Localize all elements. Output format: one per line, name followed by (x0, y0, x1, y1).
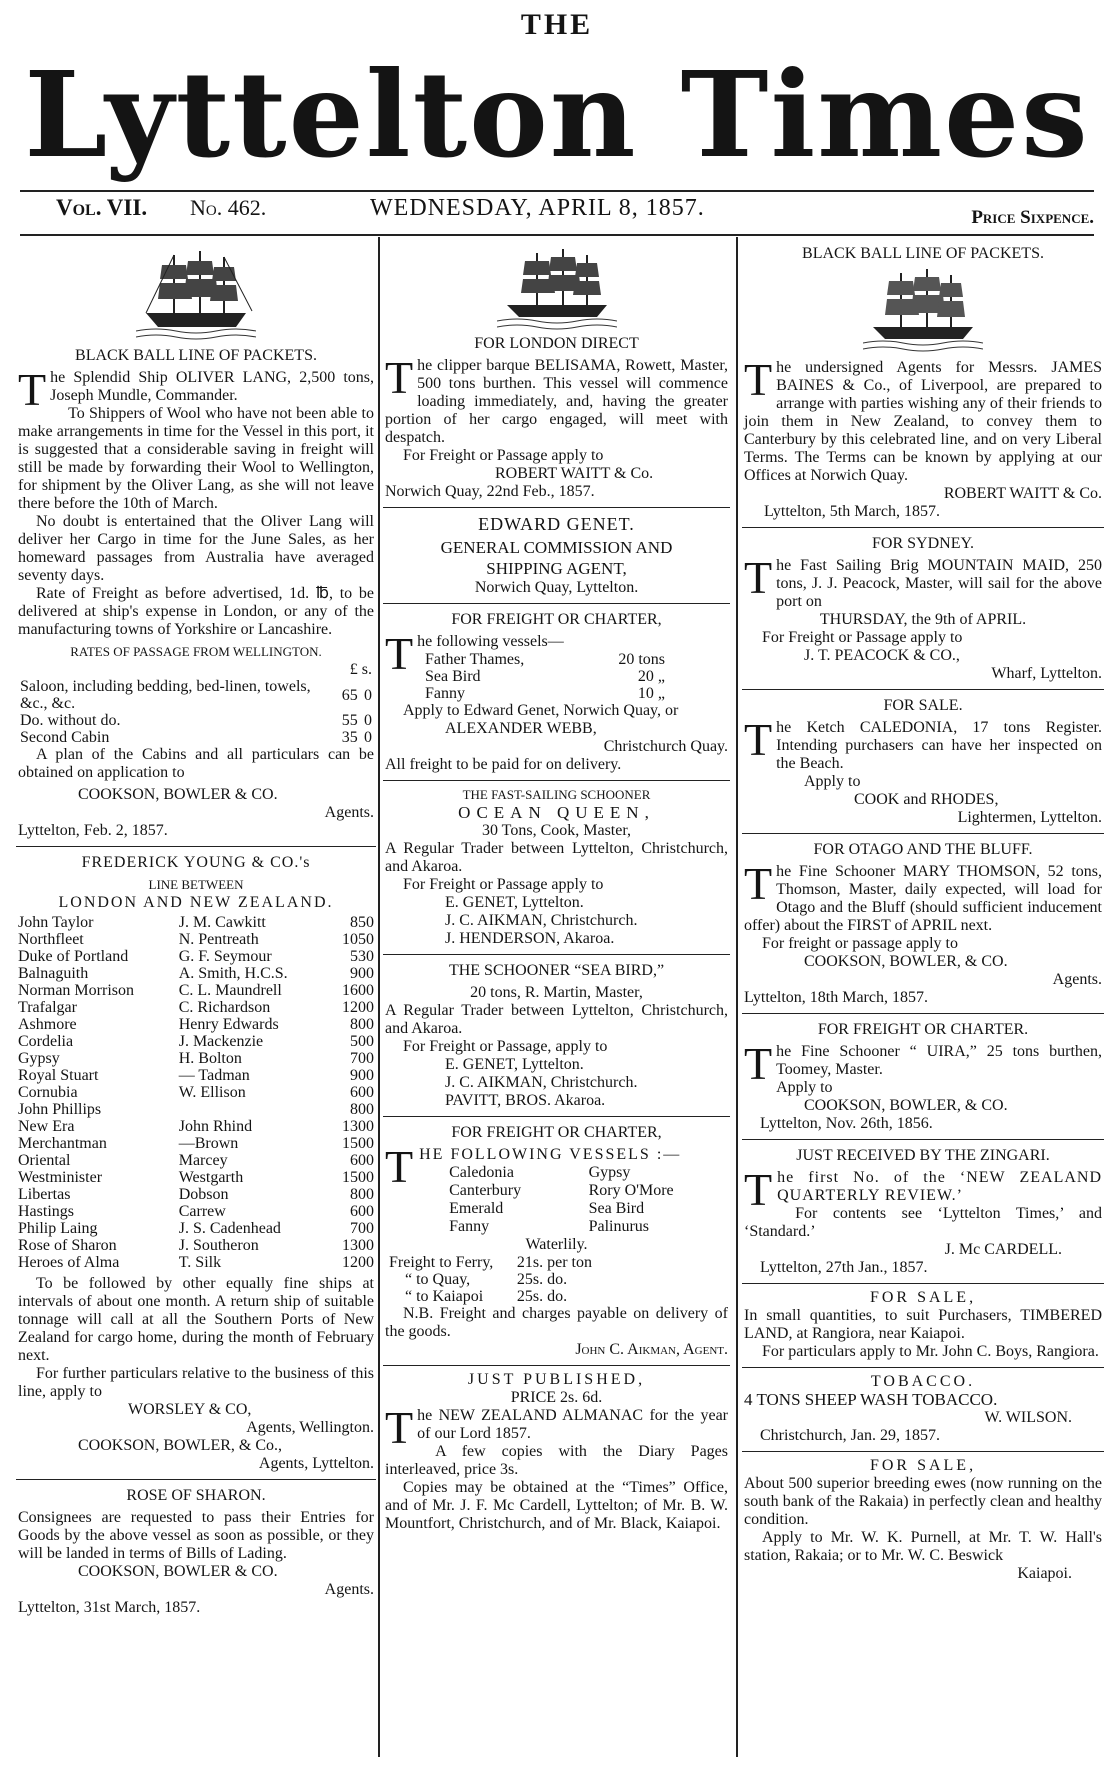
ship-tons: 800 (350, 1186, 374, 1203)
ship-tons: 800 (350, 1101, 374, 1118)
ad-for-sale-caledonia (742, 689, 1104, 833)
ad-lead: THE FOLLOWING VESSELS :— (385, 1141, 682, 1192)
masthead-title: Lyttelton Times (24, 45, 1090, 184)
ad-belisama (383, 238, 730, 507)
ship-tons: 600 (350, 1152, 374, 1169)
ad-date: Lyttelton, 5th March, 1857. (764, 503, 940, 520)
ship-icon (863, 267, 983, 355)
ship-master (179, 1101, 330, 1118)
ship-master: T. Silk (178, 1254, 222, 1271)
ship-tons: 700 (350, 1220, 374, 1237)
ad-oliver-lang (16, 238, 376, 846)
ship-row (18, 1220, 374, 1237)
ship-master: H. Bolton (178, 1050, 242, 1067)
ad-signature: ROBERT WAITT & Co. (943, 485, 1102, 502)
ship-row (18, 1254, 374, 1271)
ship-tons: 1600 (342, 982, 374, 999)
ship-row (18, 982, 374, 999)
ship-master: J. M. Cawkitt (178, 914, 266, 931)
ad-heading: FOR LONDON DIRECT (474, 335, 639, 352)
agent-line: PAVITT, BROS. Akaroa. (445, 1092, 606, 1109)
ad-heading: BLACK BALL LINE OF PACKETS. (802, 245, 1044, 262)
ship-ship: Cordelia (18, 1033, 74, 1050)
ship-master: C. Richardson (178, 999, 271, 1016)
ad-paragraph: The Fine Schooner MARY THOMSON, 52 tons, Thomson, Master, daily expected, will load for Otago and the Bluff (should sufficient inducement offer) about the FIRST of APRIL next. (744, 858, 1102, 934)
ad-heading: JUST PUBLISHED, (467, 1371, 646, 1388)
ad-paragraph: The NEW ZEALAND ALMANAC for the year of our Lord 1857. (385, 1402, 728, 1453)
rate-row: Saloon, including bedding, bed-linen, towels, &c., &c. 65 0 (20, 678, 372, 712)
ad-paragraph: A Regular Trader between Lyttelton, Christchurch, and Akaroa. (385, 840, 728, 875)
ship-row (18, 1084, 374, 1101)
ship-row (18, 1067, 374, 1084)
rate-row: Second Cabin 35 0 (20, 729, 372, 746)
ad-paragraph: A Regular Trader between Lyttelton, Christchurch, and Akaroa. (385, 1002, 728, 1037)
ad-edward-genet (383, 507, 730, 603)
ad-subheading: LINE BETWEEN (148, 877, 244, 892)
ad-date: Christchurch, Jan. 29, 1857. (760, 1427, 940, 1444)
ship-icon (497, 247, 617, 331)
ad-price: PRICE 2s. 6d. (510, 1389, 603, 1406)
ad-paragraph: For Freight or Passage, apply to (403, 1038, 608, 1055)
ship-ship: New Era (18, 1118, 75, 1135)
ad-signature-role: Agents. (324, 1581, 374, 1598)
vessel-last: Waterlily. (525, 1236, 588, 1253)
ship-ship: Merchantman (18, 1135, 107, 1152)
ship-icon (136, 247, 256, 343)
ship-row (18, 1101, 374, 1118)
ship-ship: Ashmore (18, 1016, 77, 1033)
ad-signature-role: Christchurch Quay. (603, 738, 728, 755)
freight-rates: Freight to Ferry, 21s. per ton “ to Quay, 25s. do. “ to Kaiapoi 25s. do. (389, 1254, 592, 1305)
issue-price: Price Sixpence. (971, 207, 1094, 228)
ship-master: Henry Edwards (178, 1016, 279, 1033)
ad-signature-role: Agents, Wellington. (246, 1419, 374, 1436)
ad-signature: J. Mc CARDELL. (944, 1241, 1062, 1258)
ad-paragraph: Copies may be obtained at the “Times” Office, and of Mr. J. F. Mc Cardell, Lyttelton; of Mr. B. W. Mountfort, Christchurch, and of Mr. Black, Kaiapoi. (385, 1479, 728, 1532)
column-divider (378, 237, 380, 1757)
ad-paragraph: To Shippers of Wool who have not been able to make arrangements in time for the Vessel in this port, it is suggested that a considerable saving in freight will still be made by forwarding their Wool to Wellington, for shipment by the Oliver Lang, as she will not leave there before the 10th of March. (18, 405, 374, 512)
ad-signature-role: Wharf, Lyttelton. (991, 665, 1102, 682)
ad-date: Lyttelton, 27th Jan., 1857. (760, 1259, 928, 1276)
agent-line: J. C. AIKMAN, Christchurch. (445, 1074, 638, 1091)
ad-signature: COOK and RHODES, (854, 791, 999, 808)
ad-paragraph: For contents see ‘Lyttelton Times,’ and ‘Standard.’ (744, 1205, 1102, 1240)
ad-lead: The following vessels— (385, 628, 564, 679)
ship-row (18, 931, 374, 948)
ad-date: Lyttelton, 18th March, 1857. (744, 989, 928, 1006)
agent-line: J. C. AIKMAN, Christchurch. (445, 912, 638, 929)
ad-heading: JUST RECEIVED BY THE ZINGARI. (796, 1147, 1050, 1164)
column-right (742, 238, 1104, 1589)
ship-ship: Northfleet (18, 931, 84, 948)
ship-row (18, 1135, 374, 1152)
ship-ship: Cornubia (18, 1084, 78, 1101)
ad-heading: OCEAN QUEEN, (458, 803, 655, 822)
ad-signature: W. WILSON. (984, 1409, 1072, 1426)
ad-signature: COOKSON, BOWLER & CO. (78, 1563, 278, 1580)
ship-master: J. Southeron (178, 1237, 259, 1254)
ad-paragraph: All freight to be paid for on delivery. (385, 756, 622, 773)
ad-heading: FOR SALE, (869, 1289, 977, 1306)
ad-paragraph: About 500 superior breeding ewes (now running on the south bank of the Rakaia) in perfectly clean and healthy condition. (744, 1475, 1102, 1528)
ad-place: Kaiapoi. (1017, 1565, 1072, 1582)
ad-paragraph: For further particulars relative to the business of this line, apply to (18, 1365, 374, 1400)
ad-date: Norwich Quay, 22nd Feb., 1857. (385, 483, 595, 500)
ad-date: Lyttelton, 31st March, 1857. (18, 1599, 201, 1616)
ship-tons: 1300 (342, 1118, 374, 1135)
ship-tons: 1050 (342, 931, 374, 948)
ship-ship: Westminister (18, 1169, 103, 1186)
ship-row (18, 1050, 374, 1067)
ad-signature: ROBERT WAITT & Co. (495, 465, 654, 482)
ship-row (18, 965, 374, 982)
ad-timbered-land (742, 1283, 1104, 1367)
ad-heading: FOR SALE. (883, 697, 963, 714)
ship-tons: 1500 (342, 1169, 374, 1186)
ship-ship: Royal Stuart (18, 1067, 99, 1084)
ship-master: G. F. Seymour (178, 948, 272, 965)
ad-paragraph: For freight or passage apply to (762, 935, 958, 952)
ship-tons: 1200 (342, 999, 374, 1016)
ad-signature: John C. Aikman, Agent. (575, 1341, 728, 1358)
ad-heading: BLACK BALL LINE OF PACKETS. (75, 347, 317, 364)
ad-heading: FREDERICK YOUNG & CO.'s (81, 854, 311, 871)
ad-heading: FOR FREIGHT OR CHARTER, (451, 611, 662, 628)
ship-master: Carrew (178, 1203, 226, 1220)
ad-date: Lyttelton, Nov. 26th, 1856. (760, 1115, 933, 1132)
ad-heading: EDWARD GENET. (478, 514, 635, 534)
ad-james-baines (742, 238, 1104, 527)
volume-number: Vol. VII. (56, 195, 148, 220)
ship-ship: Hastings (18, 1203, 74, 1220)
masthead-the: THE (520, 8, 594, 41)
ad-address: Norwich Quay, Lyttelton. (474, 579, 639, 596)
ship-ship: Rose of Sharon (18, 1237, 117, 1254)
ad-heading: FOR SYDNEY. (872, 535, 974, 552)
ship-tons: 530 (350, 948, 374, 965)
ad-signature: COOKSON, BOWLER & CO. (78, 786, 278, 803)
ad-paragraph: 4 TONS SHEEP WASH TOBACCO. (744, 1390, 998, 1409)
vessel-list: Father Thames, 20 tons Sea Bird 20 „ Fanny 10 „ (425, 651, 665, 702)
ship-master: N. Pentreath (178, 931, 259, 948)
ad-paragraph: The clipper barque BELISAMA, Rowett, Master, 500 tons burthen. This vessel will commence loading immediately, and, having the greater portion of her cargo engaged, will meet with despatch. (385, 352, 728, 446)
ad-heading: FOR FREIGHT OR CHARTER, (451, 1124, 662, 1141)
ad-signature: J. T. PEACOCK & CO., (804, 647, 960, 664)
ship-ship: Norman Morrison (18, 982, 134, 999)
agent-line: J. HENDERSON, Akaroa. (445, 930, 615, 947)
ad-preheading: THE FAST-SAILING SCHOONER (462, 787, 651, 802)
ad-subheading: 30 Tons, Cook, Master, (481, 822, 632, 839)
issue-number: No. 462. (190, 195, 267, 220)
ship-tons: 900 (350, 965, 374, 982)
ship-ship: Philip Laing (18, 1220, 98, 1237)
ad-paragraph: For Freight or Passage apply to (762, 629, 963, 646)
ship-master: Marcey (178, 1152, 228, 1169)
vessel-columns: Caledonia Canterbury Emerald Fanny Gypsy Rory O'More Sea Bird Palinurus (449, 1164, 674, 1235)
rates-heading: RATES OF PASSAGE FROM WELLINGTON. (70, 644, 322, 659)
ship-tons: 850 (350, 914, 374, 931)
ad-paragraph: Apply to Mr. W. K. Purnell, at Mr. T. W. Hall's station, Rakaia; or to Mr. W. C. Beswick (744, 1529, 1102, 1564)
ad-signature-role: Agents. (1052, 971, 1102, 988)
ad-paragraph: Consignees are requested to pass their Entries for Goods by the above vessel as soon as possible, or they will be landed in terms of Bills of Lading. (18, 1509, 374, 1562)
ad-rose-of-sharon (16, 1479, 376, 1623)
ship-master: —Brown (178, 1135, 239, 1152)
ship-tons: 600 (350, 1203, 374, 1220)
ship-ship: Balnaguith (18, 965, 89, 982)
ad-title: GENERAL COMMISSION AND SHIPPING AGENT, (440, 538, 673, 578)
ship-ship: Libertas (18, 1186, 71, 1203)
ship-row (18, 1016, 374, 1033)
ad-paragraph: For particulars apply to Mr. John C. Boys, Rangiora. (762, 1343, 1099, 1360)
ship-master: — Tadman (178, 1067, 250, 1084)
ship-master: A. Smith, H.C.S. (178, 965, 288, 982)
ship-row (18, 948, 374, 965)
ad-paragraph: The first No. of the ‘NEW ZEALAND QUARTERLY REVIEW.’ (744, 1164, 1102, 1215)
ad-paragraph: For Freight or Passage apply to (403, 876, 604, 893)
rate-row: Do. without do. 55 0 (20, 712, 372, 729)
ad-paragraph: N.B. Freight and charges payable on delivery of the goods. (385, 1305, 728, 1340)
ad-signature: ALEXANDER WEBB, (445, 720, 597, 737)
ship-row (18, 999, 374, 1016)
ad-signature: WORSLEY & CO, (128, 1401, 252, 1418)
ship-ship: Oriental (18, 1152, 71, 1169)
ship-row (18, 1118, 374, 1135)
ad-heading: ROSE OF SHARON. (126, 1487, 266, 1504)
ad-paragraph: To be followed by other equally fine ships at intervals of about one month. A return ship of suitable tonnage will call at all the Southern Ports of New Zealand for cargo home, during the month of February next. (18, 1275, 374, 1364)
ship-tons: 900 (350, 1067, 374, 1084)
ad-signature: COOKSON, BOWLER, & Co., (78, 1437, 283, 1454)
masthead-rule (20, 190, 1094, 192)
ad-signature-role: Lightermen, Lyttelton. (957, 809, 1102, 826)
ad-paragraph: A plan of the Cabins and all particulars can be obtained on application to (18, 746, 374, 781)
dateline (20, 195, 1094, 235)
ad-paragraph: Apply to Edward Genet, Norwich Quay, or (403, 702, 679, 719)
ad-paragraph: The undersigned Agents for Messrs. JAMES BAINES & Co., of Liverpool, are prepared to arrange with parties wishing any of their friends to join them in New Zealand, to convey them to Canterbury by this celebrated line, and on very Liberal Terms. The Terms can be known by applying at our Offices at Norwich Quay. (744, 354, 1102, 484)
ad-heading: THE SCHOONER “SEA BIRD,” (448, 962, 665, 979)
ad-uira (742, 1013, 1104, 1139)
ad-signature: COOKSON, BOWLER, & CO. (804, 1097, 1008, 1114)
ship-ship: John Phillips (18, 1101, 102, 1118)
ship-master: John Rhind (178, 1118, 253, 1135)
ad-for-sydney (742, 527, 1104, 689)
ad-freight-charter-2 (383, 1116, 730, 1365)
ad-almanac (383, 1365, 730, 1539)
ad-sea-bird (383, 954, 730, 1116)
ad-paragraph: Apply to (804, 773, 861, 790)
agent-line: E. GENET, Lyttelton. (445, 894, 584, 911)
ship-row (18, 1152, 374, 1169)
ship-ship: Trafalgar (18, 999, 77, 1016)
ship-master: Dobson (178, 1186, 229, 1203)
ship-master: J. Mackenzie (178, 1033, 264, 1050)
ad-signature: COOKSON, BOWLER, & CO. (804, 953, 1008, 970)
ad-subheading: LONDON AND NEW ZEALAND. (58, 894, 334, 911)
ship-row (18, 1033, 374, 1050)
ship-tons: 700 (350, 1050, 374, 1067)
ad-paragraph: For Freight or Passage apply to (403, 447, 604, 464)
ship-row (18, 1169, 374, 1186)
ship-ship: John Taylor (18, 914, 94, 931)
ad-lead: The Splendid Ship OLIVER LANG, 2,500 tons, Joseph Mundle, Commander. (18, 364, 374, 415)
ad-paragraph: A few copies with the Diary Pages interleaved, price 3s. (385, 1443, 728, 1478)
ad-heading: FOR FREIGHT OR CHARTER. (817, 1021, 1029, 1038)
sailing-day: THURSDAY, the 9th of APRIL. (819, 611, 1027, 628)
ship-tons: 800 (350, 1016, 374, 1033)
ad-heading: FOR OTAGO AND THE BLUFF. (813, 841, 1033, 858)
ad-signature-role: Agents. (324, 804, 374, 821)
ad-paragraph: Apply to (776, 1079, 833, 1096)
ad-date: Lyttelton, Feb. 2, 1857. (18, 822, 168, 839)
rates-table: £ s. Saloon, including bedding, bed-linen, towels, &c., &c. 65 0 Do. without do. 55 0 Second Cabin 35 0 (20, 661, 372, 746)
ad-paragraph: Rate of Freight as before advertised, 1d. ℔, to be delivered at ship's expense in London, or any of the manufacturing towns of Yorkshire or Lancashire. (18, 585, 374, 638)
ship-row (18, 1203, 374, 1220)
ad-ocean-queen (383, 780, 730, 954)
ad-ewes-for-sale (742, 1451, 1104, 1589)
ship-row (18, 1186, 374, 1203)
column-middle (383, 238, 730, 1539)
ad-paragraph: In small quantities, to suit Purchasers, TIMBERED LAND, at Rangiora, near Kaiapoi. (744, 1307, 1102, 1342)
issue-date: WEDNESDAY, APRIL 8, 1857. (370, 195, 705, 221)
dateline-rule (20, 234, 1094, 236)
ship-tons: 1200 (342, 1254, 374, 1271)
ad-tobacco (742, 1367, 1104, 1451)
ship-tons: 600 (350, 1084, 374, 1101)
ad-subheading: 20 tons, R. Martin, Master, (470, 984, 643, 1001)
agent-line: E. GENET, Lyttelton. (445, 1056, 584, 1073)
ad-heading: TOBACCO. (870, 1373, 976, 1390)
ad-paragraph: The Ketch CALEDONIA, 17 tons Register. Intending purchasers can have her inspected on the Beach. (744, 714, 1102, 772)
ship-ship: Heroes of Alma (18, 1254, 120, 1271)
ship-master: C. L. Maundrell (178, 982, 282, 999)
ad-zingari (742, 1139, 1104, 1283)
column-divider (736, 237, 738, 1757)
ad-paragraph: The Fast Sailing Brig MOUNTAIN MAID, 250 tons, J. J. Peacock, Master, will sail for the above port on (744, 552, 1102, 610)
ship-ship: Gypsy (18, 1050, 60, 1067)
column-left (16, 238, 376, 1623)
ad-otago (742, 833, 1104, 1013)
ship-tons: 1300 (342, 1237, 374, 1254)
ships-table (18, 914, 374, 1271)
ad-freight-charter-1 (383, 603, 730, 780)
ship-master: J. S. Cadenhead (178, 1220, 281, 1237)
ship-tons: 500 (350, 1033, 374, 1050)
ship-ship: Duke of Portland (18, 948, 129, 965)
ad-paragraph: No doubt is entertained that the Oliver Lang will deliver her Cargo in time for the June Sales, as her homeward passages from Australia have averaged seventy days. (18, 513, 374, 584)
ad-heading: FOR SALE, (869, 1457, 977, 1474)
ship-tons: 1500 (342, 1135, 374, 1152)
ad-frederick-young (16, 846, 376, 1479)
ad-paragraph: The Fine Schooner “ UIRA,” 25 tons burthen, Toomey, Master. (744, 1038, 1102, 1089)
ad-signature-role: Agents, Lyttelton. (258, 1455, 374, 1472)
ship-row (18, 914, 374, 931)
ship-master: Westgarth (178, 1169, 244, 1186)
ship-master: W. Ellison (178, 1084, 246, 1101)
ship-row (18, 1237, 374, 1254)
